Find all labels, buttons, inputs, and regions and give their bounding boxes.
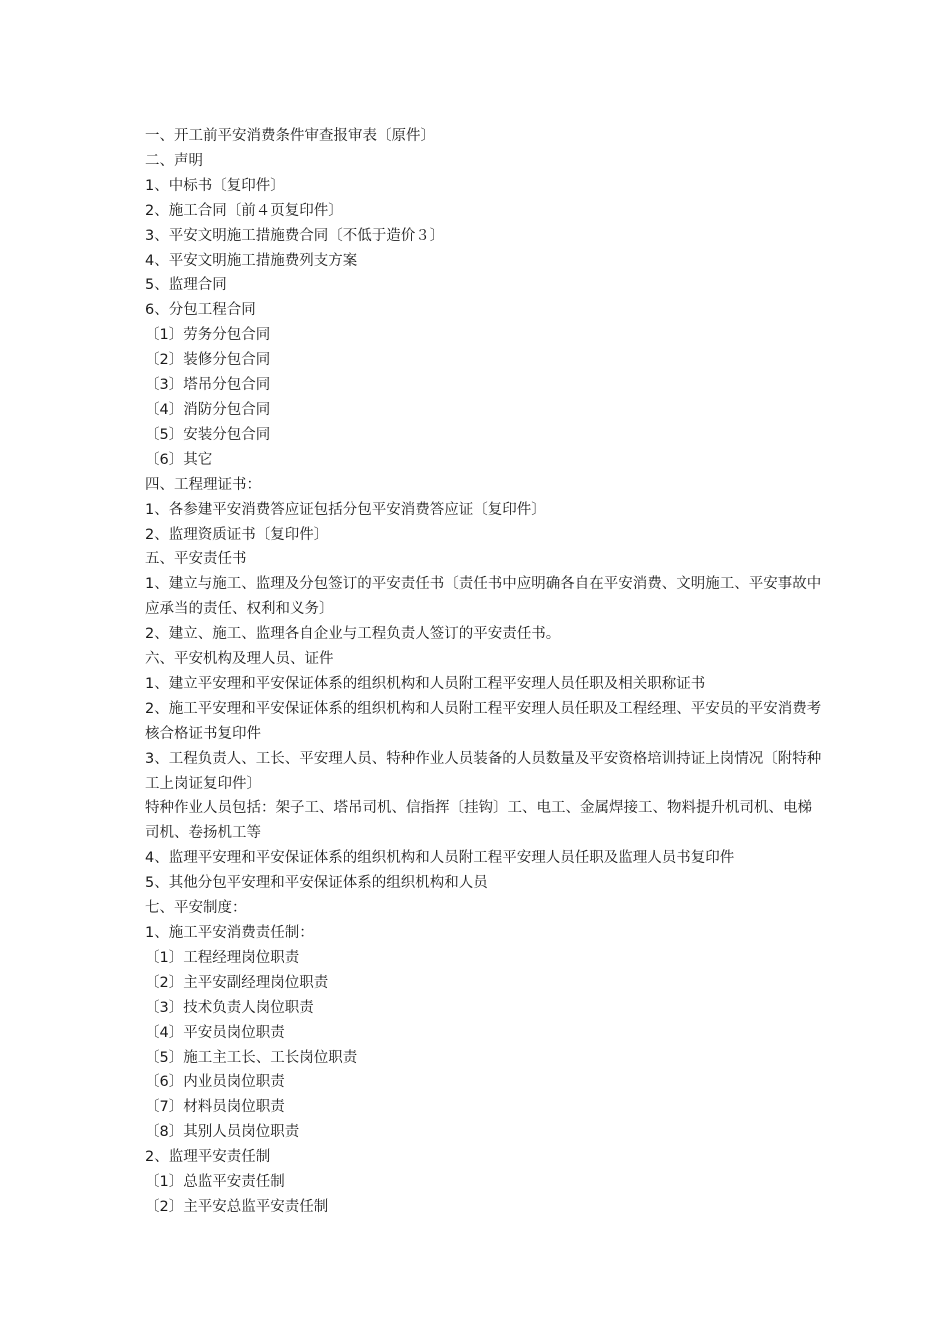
doc-line-9: 〔1〕劳务分包合同 <box>145 327 271 344</box>
doc-line-10: 〔2〕装修分包合同 <box>145 352 271 369</box>
doc-line-2: 二、声明 <box>145 152 203 169</box>
doc-line-35: 〔6〕内业员岗位职责 <box>145 1074 285 1091</box>
doc-line-6: 4、平安文明施工措施费列支方案 <box>145 252 358 269</box>
doc-line-13: 〔5〕安装分包合同 <box>145 426 271 443</box>
doc-line-39: 〔1〕总监平安责任制 <box>145 1174 285 1191</box>
doc-line-3: 1、中标书〔复印件〕 <box>145 177 285 194</box>
doc-line-22: 1、建立平安理和平安保证体系的组织机构和人员附工程平安理人员任职及相关职称证书 <box>145 675 706 692</box>
doc-line-23: 2、施工平安理和平安保证体系的组织机构和人员附工程平安理人员任职及工程经理、平安员的平安消费考核合格证书复印件 <box>145 700 822 742</box>
doc-line-32: 〔3〕技术负责人岗位职责 <box>145 999 314 1016</box>
doc-line-40: 〔2〕主平安总监平安责任制 <box>145 1198 329 1215</box>
doc-line-33: 〔4〕平安员岗位职责 <box>145 1024 285 1041</box>
doc-line-8: 6、分包工程合同 <box>145 302 256 319</box>
doc-line-14: 〔6〕其它 <box>145 451 213 468</box>
doc-line-21: 六、平安机构及理人员、证件 <box>145 651 334 668</box>
doc-line-31: 〔2〕主平安副经理岗位职责 <box>145 974 329 991</box>
doc-line-17: 2、监理资质证书〔复印件〕 <box>145 526 329 543</box>
doc-line-34: 〔5〕施工主工长、工长岗位职责 <box>145 1049 358 1066</box>
doc-line-5: 3、平安文明施工措施费合同〔不低于造价３〕 <box>145 227 445 244</box>
doc-line-4: 2、施工合同〔前４页复印件〕 <box>145 202 343 219</box>
doc-line-26: 4、监理平安理和平安保证体系的组织机构和人员附工程平安理人员任职及监理人员书复印件 <box>145 850 735 867</box>
doc-line-30: 〔1〕工程经理岗位职责 <box>145 949 300 966</box>
doc-line-27: 5、其他分包平安理和平安保证体系的组织机构和人员 <box>145 875 488 892</box>
doc-line-36: 〔7〕材料员岗位职责 <box>145 1099 285 1116</box>
doc-line-7: 5、监理合同 <box>145 277 227 294</box>
doc-line-24: 3、工程负责人、工长、平安理人员、特种作业人员装备的人员数量及平安资格培训持证上岗情况〔附特种工上岗证复印件〕 <box>145 750 822 792</box>
doc-line-18: 五、平安责任书 <box>145 551 247 568</box>
doc-line-15: 四、工程理证书： <box>145 476 261 493</box>
doc-line-38: 2、监理平安责任制 <box>145 1149 271 1166</box>
doc-line-11: 〔3〕塔吊分包合同 <box>145 377 271 394</box>
document-body <box>145 124 825 1220</box>
doc-line-29: 1、施工平安消费责任制： <box>145 925 314 941</box>
doc-line-1: 一、开工前平安消费条件审查报审表〔原件〕 <box>145 128 435 144</box>
doc-line-25: 特种作业人员包括：架子工、塔吊司机、信指挥〔挂钩〕工、电工、金属焊接工、物料提升机司机、电梯司机、卷扬机工等 <box>145 800 812 842</box>
doc-line-16: 1、各参建平安消费答应证包括分包平安消费答应证〔复印件〕 <box>145 501 546 518</box>
doc-line-19: 1、建立与施工、监理及分包签订的平安责任书〔责任书中应明确各自在平安消费、文明施工、平安事故中应承当的责任、权利和义务〕 <box>145 576 822 618</box>
doc-line-28: 七、平安制度： <box>145 900 247 917</box>
doc-line-20: 2、建立、施工、监理各自企业与工程负责人签订的平安责任书。 <box>145 626 561 643</box>
doc-line-12: 〔4〕消防分包合同 <box>145 401 271 418</box>
doc-line-37: 〔8〕其别人员岗位职责 <box>145 1124 300 1141</box>
